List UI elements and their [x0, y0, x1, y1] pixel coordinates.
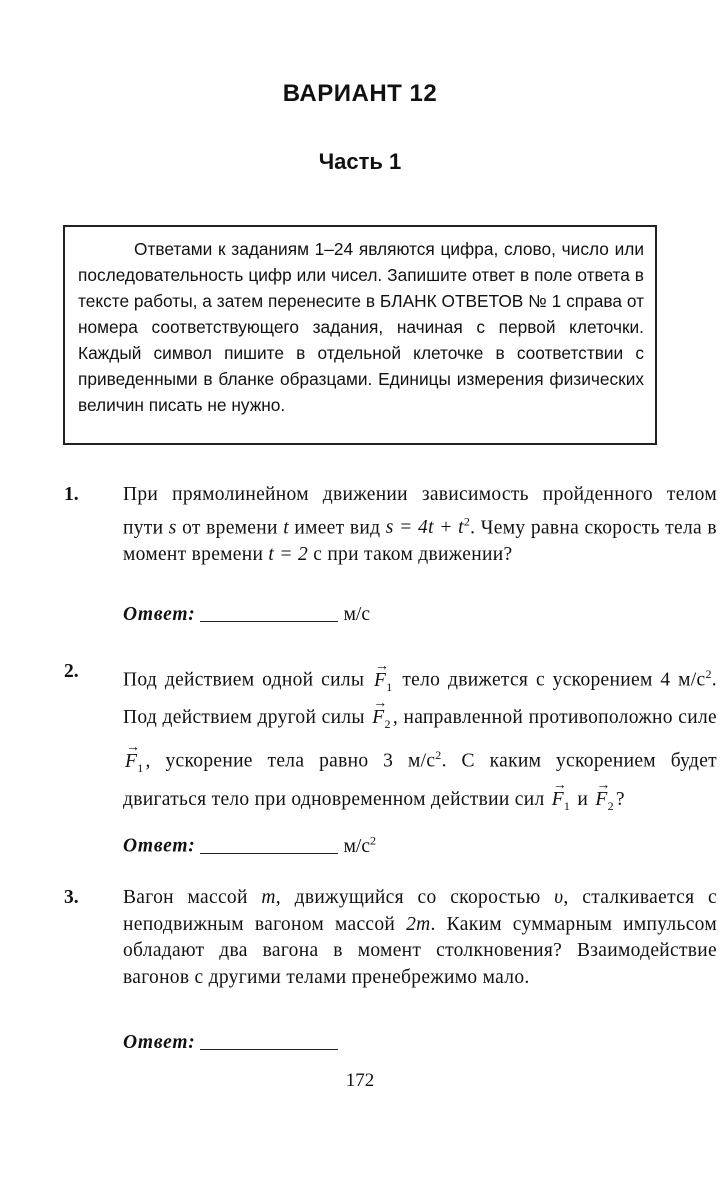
formula-exponent: 2: [463, 514, 471, 529]
task-number: 2.: [64, 661, 79, 682]
task-text-part: . С каким ускорением будет двигаться тело при одновременном действии сил: [123, 750, 717, 810]
task-number: 1.: [64, 484, 79, 505]
answer-label: Ответ:: [123, 835, 196, 857]
task-number: 3.: [64, 887, 79, 908]
task-text-part: с при таком движении?: [313, 543, 513, 565]
force-vector-f2: → $F_2$: [595, 784, 614, 822]
task-text-part: При прямолинейном движении зависимость пройденного телом пути: [123, 484, 717, 538]
answer-field-1[interactable]: [200, 603, 338, 622]
task-text-part: Вагон массой: [123, 887, 248, 908]
task-text-part: имеет вид: [294, 517, 381, 538]
answer-unit: $м/с^2$: [343, 833, 377, 857]
task-text-part: , сталкивается с неподвижным вагоном массой: [123, 887, 717, 935]
task-text: [123, 885, 717, 991]
variable-v: υ: [554, 887, 564, 908]
variable-t: t: [283, 517, 289, 538]
force-vector-f1: → $F_1$: [374, 665, 393, 703]
exponent: 2: [705, 667, 712, 681]
task-text-part: . Под действием другой силы: [123, 669, 717, 729]
task-text: [123, 659, 717, 822]
page-number: 172: [345, 1070, 375, 1091]
variable-s: s: [168, 517, 177, 538]
variant-title: ВАРИАНТ 12: [282, 80, 438, 107]
part-title: Часть 1: [318, 149, 402, 174]
task-text-part: , движущийся со скоростью: [275, 887, 541, 908]
task-text-part: и: [577, 788, 589, 810]
answer-label: Ответ:: [123, 1032, 196, 1053]
task-text-part: , направленной противоположно силе: [392, 707, 717, 729]
task-text-part: тело движется с ускорением 4 м/с: [402, 669, 706, 691]
task-text-part: от времени: [182, 517, 278, 538]
formula: [385, 514, 471, 538]
instructions-box: [63, 225, 657, 445]
instructions-text: Ответами к заданиям 1–24 являются цифра, слово, число или последовательность цифр или чисел. Запишите ответ в поле ответа в тексте работы, а затем перенесите в БЛАНК ОТВЕТОВ № 1 справа от номера соответствующего задания, начиная с первой клеточки. Каждый символ пишите в отдельной клеточке в соответствии с приведенными в бланке образцами. Единицы измерения физических величин писать не нужно.: [78, 239, 644, 415]
task-text: [123, 482, 717, 568]
variable-m: m: [261, 887, 276, 908]
time-value: t = 2: [268, 543, 308, 565]
answer-field-2[interactable]: [200, 835, 338, 854]
answer-unit: м/с: [343, 604, 371, 625]
force-vector-f1: → $F_1$: [552, 784, 571, 822]
task-text-part: ?: [615, 788, 625, 810]
exponent: 2: [435, 748, 442, 763]
force-vector-f1: → $F_1$: [125, 746, 144, 784]
task-text-part: . Чему равна скорость тела в момент времени: [123, 517, 717, 565]
task-text-part: . Каким суммарным импульсом обладают два вагона в момент столкновения? Взаимодействие вагонов с другими телами пренебрежимо мало.: [123, 913, 717, 988]
answer-field-3[interactable]: [200, 1031, 338, 1050]
formula-body: s = 4t + t: [385, 517, 464, 538]
variable-2m: 2m: [406, 913, 431, 935]
force-vector-f2: → $F_2$: [372, 702, 391, 740]
task-text-part: Под действием одной силы: [123, 669, 365, 691]
answer-label: Ответ:: [123, 604, 196, 625]
task-text-part: , ускорение тела равно 3 м/с: [145, 750, 436, 772]
